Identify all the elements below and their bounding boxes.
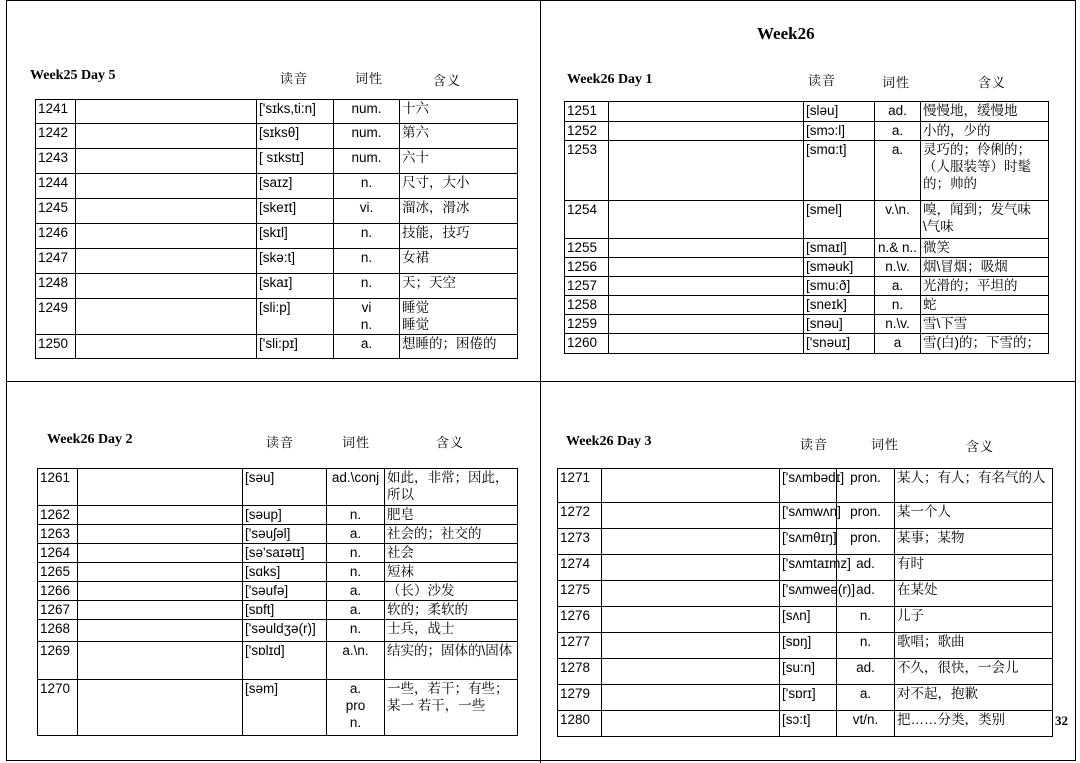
word-number: 1260 — [565, 334, 609, 354]
phonetic: [sli:p] — [257, 299, 334, 335]
word-number: 1254 — [565, 201, 609, 239]
word-number: 1263 — [38, 525, 78, 544]
meaning: 想睡的；困倦的 — [400, 335, 518, 359]
meaning: 软的；柔软的 — [385, 601, 518, 620]
table-row — [558, 581, 1053, 607]
word-number: 1249 — [36, 299, 76, 335]
part-of-speech: num. — [334, 149, 400, 174]
word-number: 1253 — [565, 141, 609, 201]
table-row — [558, 659, 1053, 685]
blank-cell — [76, 100, 257, 124]
table-row — [36, 149, 518, 174]
word-number: 1277 — [558, 633, 602, 659]
vocab-table — [557, 468, 1053, 737]
word-number: 1248 — [36, 274, 76, 299]
phonetic: [smel] — [804, 201, 875, 239]
table-row — [38, 506, 518, 525]
part-of-speech: ad. — [837, 659, 895, 685]
part-of-speech: a — [875, 334, 921, 354]
meaning: 某一个人 — [895, 503, 1053, 529]
blank-cell — [609, 258, 804, 277]
vocab-table — [37, 468, 518, 736]
part-of-speech: a. — [327, 601, 385, 620]
header-pron: 读音 — [266, 435, 295, 450]
table-row — [38, 620, 518, 642]
part-of-speech: vi n. — [334, 299, 400, 335]
header-pron: 读音 — [800, 437, 829, 452]
blank-cell — [76, 149, 257, 174]
blank-cell — [76, 124, 257, 149]
table-row — [558, 555, 1053, 581]
meaning: 短袜 — [385, 563, 518, 582]
phonetic: [sləu] — [804, 102, 875, 122]
table-row — [565, 102, 1049, 122]
phonetic: ['sɒlɪd] — [243, 642, 327, 680]
header-pos: 词性 — [871, 437, 900, 452]
blank-cell — [609, 239, 804, 258]
phonetic: ['səufə] — [243, 582, 327, 601]
table-row — [38, 563, 518, 582]
word-number: 1266 — [38, 582, 78, 601]
meaning: 在某处 — [895, 581, 1053, 607]
table-row — [38, 601, 518, 620]
part-of-speech: a.\n. — [327, 642, 385, 680]
phonetic: ['sʌmbədɪ] — [780, 469, 837, 503]
blank-cell — [609, 102, 804, 122]
table-row — [36, 335, 518, 359]
word-number: 1257 — [565, 277, 609, 296]
blank-cell — [602, 503, 780, 529]
meaning: 雪\下雪 — [921, 315, 1049, 334]
part-of-speech: n. — [334, 224, 400, 249]
table-row — [38, 544, 518, 563]
word-number: 1255 — [565, 239, 609, 258]
table-row — [36, 100, 518, 124]
word-number: 1262 — [38, 506, 78, 525]
phonetic: ['sɒrɪ] — [780, 685, 837, 711]
table-row — [565, 334, 1049, 354]
word-number: 1247 — [36, 249, 76, 274]
vocab-table — [564, 101, 1049, 354]
table-row — [38, 525, 518, 544]
header-meaning: 含义 — [966, 439, 995, 454]
phonetic: [səm] — [243, 680, 327, 736]
meaning: 天；天空 — [400, 274, 518, 299]
phonetic: [sneɪk] — [804, 296, 875, 315]
table-row — [36, 174, 518, 199]
section-title: Week26 Day 1 — [567, 72, 653, 87]
blank-cell — [78, 469, 243, 506]
meaning: 歌唱；歌曲 — [895, 633, 1053, 659]
phonetic: [skə:t] — [257, 249, 334, 274]
word-number: 1258 — [565, 296, 609, 315]
phonetic: [sʌn] — [780, 607, 837, 633]
phonetic: [saɪz] — [257, 174, 334, 199]
part-of-speech: vi. — [334, 199, 400, 224]
word-number: 1275 — [558, 581, 602, 607]
blank-cell — [602, 581, 780, 607]
meaning: 尺寸，大小 — [400, 174, 518, 199]
table-row — [565, 201, 1049, 239]
header-pos: 词性 — [882, 75, 911, 90]
word-number: 1271 — [558, 469, 602, 503]
part-of-speech: num. — [334, 124, 400, 149]
phonetic: ['sli:pɪ] — [257, 335, 334, 359]
word-number: 1279 — [558, 685, 602, 711]
part-of-speech: ad. — [875, 102, 921, 122]
blank-cell — [602, 529, 780, 555]
meaning: 光滑的；平坦的 — [921, 277, 1049, 296]
word-number: 1244 — [36, 174, 76, 199]
phonetic: [səup] — [243, 506, 327, 525]
word-number: 1243 — [36, 149, 76, 174]
word-number: 1264 — [38, 544, 78, 563]
table-row — [558, 711, 1053, 737]
part-of-speech: n.& n.. — [875, 239, 921, 258]
table-row — [565, 141, 1049, 201]
phonetic: [sɒft] — [243, 601, 327, 620]
meaning: 睡觉 睡觉 — [400, 299, 518, 335]
header-meaning: 含义 — [978, 75, 1007, 90]
meaning: 微笑 — [921, 239, 1049, 258]
meaning: 儿子 — [895, 607, 1053, 633]
blank-cell — [602, 469, 780, 503]
blank-cell — [76, 199, 257, 224]
word-number: 1267 — [38, 601, 78, 620]
blank-cell — [78, 642, 243, 680]
header-pos: 词性 — [355, 71, 384, 86]
table-row — [558, 633, 1053, 659]
phonetic: [skeɪt] — [257, 199, 334, 224]
meaning: 肥皂 — [385, 506, 518, 525]
table-row — [36, 224, 518, 249]
word-number: 1250 — [36, 335, 76, 359]
table-row — [565, 258, 1049, 277]
meaning: 蛇 — [921, 296, 1049, 315]
blank-cell — [76, 299, 257, 335]
blank-cell — [76, 274, 257, 299]
page-number: 32 — [1055, 713, 1068, 728]
horizontal-divider — [6, 381, 1076, 382]
part-of-speech: n. — [837, 633, 895, 659]
part-of-speech: a. — [875, 141, 921, 201]
phonetic: ['sʌmθɪŋ] — [780, 529, 837, 555]
blank-cell — [78, 601, 243, 620]
blank-cell — [609, 201, 804, 239]
phonetic: [sə'saɪətɪ] — [243, 544, 327, 563]
blank-cell — [609, 277, 804, 296]
part-of-speech: n. — [334, 249, 400, 274]
blank-cell — [78, 506, 243, 525]
blank-cell — [76, 174, 257, 199]
part-of-speech: ad.\conj — [327, 469, 385, 506]
blank-cell — [602, 607, 780, 633]
table-row — [565, 315, 1049, 334]
table-row — [565, 277, 1049, 296]
phonetic: [snəu] — [804, 315, 875, 334]
meaning: 社会的；社交的 — [385, 525, 518, 544]
meaning: 女裙 — [400, 249, 518, 274]
part-of-speech: pron. — [837, 529, 895, 555]
table-row — [36, 124, 518, 149]
blank-cell — [602, 633, 780, 659]
word-number: 1273 — [558, 529, 602, 555]
blank-cell — [609, 296, 804, 315]
phonetic: [skɪl] — [257, 224, 334, 249]
part-of-speech: a. — [334, 335, 400, 359]
table-row — [565, 296, 1049, 315]
table-row — [558, 685, 1053, 711]
table-row — [558, 503, 1053, 529]
part-of-speech: a. — [327, 525, 385, 544]
word-number: 1278 — [558, 659, 602, 685]
word-number: 1274 — [558, 555, 602, 581]
part-of-speech: n. — [327, 563, 385, 582]
part-of-speech: n. — [327, 544, 385, 563]
part-of-speech: a. — [875, 122, 921, 141]
blank-cell — [609, 315, 804, 334]
header-meaning: 含义 — [436, 435, 465, 450]
table-row — [558, 607, 1053, 633]
table-row — [38, 469, 518, 506]
table-row — [565, 239, 1049, 258]
part-of-speech: n. — [334, 274, 400, 299]
part-of-speech: a. pro n. — [327, 680, 385, 736]
table-row — [565, 122, 1049, 141]
word-number: 1251 — [565, 102, 609, 122]
table-row — [38, 642, 518, 680]
phonetic: [sɪksθ] — [257, 124, 334, 149]
meaning: 对不起，抱歉 — [895, 685, 1053, 711]
meaning: 把……分类，类别 — [895, 711, 1053, 737]
part-of-speech: v.\n. — [875, 201, 921, 239]
meaning: （长）沙发 — [385, 582, 518, 601]
meaning: 不久，很快，一会儿 — [895, 659, 1053, 685]
part-of-speech: a. — [837, 685, 895, 711]
word-number: 1270 — [38, 680, 78, 736]
phonetic: ['səuʃəl] — [243, 525, 327, 544]
word-number: 1259 — [565, 315, 609, 334]
word-number: 1280 — [558, 711, 602, 737]
word-number: 1269 — [38, 642, 78, 680]
word-number: 1252 — [565, 122, 609, 141]
meaning: 社会 — [385, 544, 518, 563]
blank-cell — [602, 711, 780, 737]
blank-cell — [602, 555, 780, 581]
phonetic: [smɔ:l] — [804, 122, 875, 141]
meaning: 雪(白)的；下雪的； — [921, 334, 1049, 354]
meaning: 技能，技巧 — [400, 224, 518, 249]
blank-cell — [609, 122, 804, 141]
meaning: 烟\冒烟；吸烟 — [921, 258, 1049, 277]
section-title: Week26 Day 3 — [566, 434, 652, 449]
part-of-speech: vt/n. — [837, 711, 895, 737]
meaning: 一些，若干；有些；某一 若干，一些 — [385, 680, 518, 736]
word-number: 1268 — [38, 620, 78, 642]
meaning: 结实的；固体的\固体 — [385, 642, 518, 680]
phonetic: ['snəuɪ] — [804, 334, 875, 354]
meaning: 慢慢地，缓慢地 — [921, 102, 1049, 122]
table-row — [36, 199, 518, 224]
meaning: 六十 — [400, 149, 518, 174]
part-of-speech: n. — [327, 620, 385, 642]
part-of-speech: n. — [875, 296, 921, 315]
part-of-speech: a. — [327, 582, 385, 601]
phonetic: [sɒŋ] — [780, 633, 837, 659]
blank-cell — [78, 582, 243, 601]
part-of-speech: n. — [327, 506, 385, 525]
blank-cell — [609, 141, 804, 201]
word-number: 1265 — [38, 563, 78, 582]
part-of-speech: n.\v. — [875, 315, 921, 334]
blank-cell — [78, 563, 243, 582]
part-of-speech: n. — [837, 607, 895, 633]
header-pron: 读音 — [808, 73, 837, 88]
part-of-speech: pron. — [837, 469, 895, 503]
phonetic: [smaɪl] — [804, 239, 875, 258]
word-number: 1242 — [36, 124, 76, 149]
phonetic: [su:n] — [780, 659, 837, 685]
part-of-speech: n.\v. — [875, 258, 921, 277]
blank-cell — [76, 224, 257, 249]
week-title: Week26 — [757, 24, 815, 43]
table-row — [558, 469, 1053, 503]
blank-cell — [78, 620, 243, 642]
word-number: 1256 — [565, 258, 609, 277]
part-of-speech: pron. — [837, 503, 895, 529]
header-pron: 读音 — [280, 71, 309, 86]
part-of-speech: a. — [875, 277, 921, 296]
phonetic: ['sʌmweə(r)] — [780, 581, 837, 607]
section-title: Week26 Day 2 — [47, 432, 133, 447]
phonetic: [skaɪ] — [257, 274, 334, 299]
part-of-speech: ad. — [837, 581, 895, 607]
vocab-table — [35, 99, 518, 359]
phonetic: [ sɪkstɪ] — [257, 149, 334, 174]
table-row — [558, 529, 1053, 555]
phonetic: ['səuldʒə(r)] — [243, 620, 327, 642]
meaning: 第六 — [400, 124, 518, 149]
meaning: 某人；有人；有名气的人 — [895, 469, 1053, 503]
phonetic: [səu] — [243, 469, 327, 506]
phonetic: [smu:ð] — [804, 277, 875, 296]
section-title: Week25 Day 5 — [30, 68, 116, 83]
phonetic: [sməuk] — [804, 258, 875, 277]
part-of-speech: num. — [334, 100, 400, 124]
table-row — [36, 249, 518, 274]
blank-cell — [602, 685, 780, 711]
meaning: 某事；某物 — [895, 529, 1053, 555]
meaning: 如此，非常；因此，所以 — [385, 469, 518, 506]
part-of-speech: n. — [334, 174, 400, 199]
blank-cell — [76, 335, 257, 359]
blank-cell — [609, 334, 804, 354]
meaning: 有时 — [895, 555, 1053, 581]
word-number: 1241 — [36, 100, 76, 124]
blank-cell — [78, 525, 243, 544]
table-row — [36, 274, 518, 299]
phonetic: ['sʌmwʌn] — [780, 503, 837, 529]
blank-cell — [78, 544, 243, 563]
part-of-speech: ad. — [837, 555, 895, 581]
table-row — [38, 680, 518, 736]
word-number: 1276 — [558, 607, 602, 633]
phonetic: ['sʌmtaɪmz] — [780, 555, 837, 581]
header-meaning: 含义 — [433, 73, 462, 88]
meaning: 小的，少的 — [921, 122, 1049, 141]
phonetic: [smɑ:t] — [804, 141, 875, 201]
word-number: 1245 — [36, 199, 76, 224]
blank-cell — [602, 659, 780, 685]
meaning: 嗅，闻到；发气味\气味 — [921, 201, 1049, 239]
word-number: 1272 — [558, 503, 602, 529]
table-row — [36, 299, 518, 335]
blank-cell — [76, 249, 257, 274]
phonetic: ['sɪks,ti:n] — [257, 100, 334, 124]
phonetic: [sɔ:t] — [780, 711, 837, 737]
meaning: 溜冰，滑冰 — [400, 199, 518, 224]
phonetic: [sɑks] — [243, 563, 327, 582]
header-pos: 词性 — [342, 435, 371, 450]
table-row — [38, 582, 518, 601]
meaning: 士兵，战士 — [385, 620, 518, 642]
word-number: 1246 — [36, 224, 76, 249]
blank-cell — [78, 680, 243, 736]
word-number: 1261 — [38, 469, 78, 506]
meaning: 灵巧的；伶俐的；（人服装等）时髦的；帅的 — [921, 141, 1049, 201]
meaning: 十六 — [400, 100, 518, 124]
